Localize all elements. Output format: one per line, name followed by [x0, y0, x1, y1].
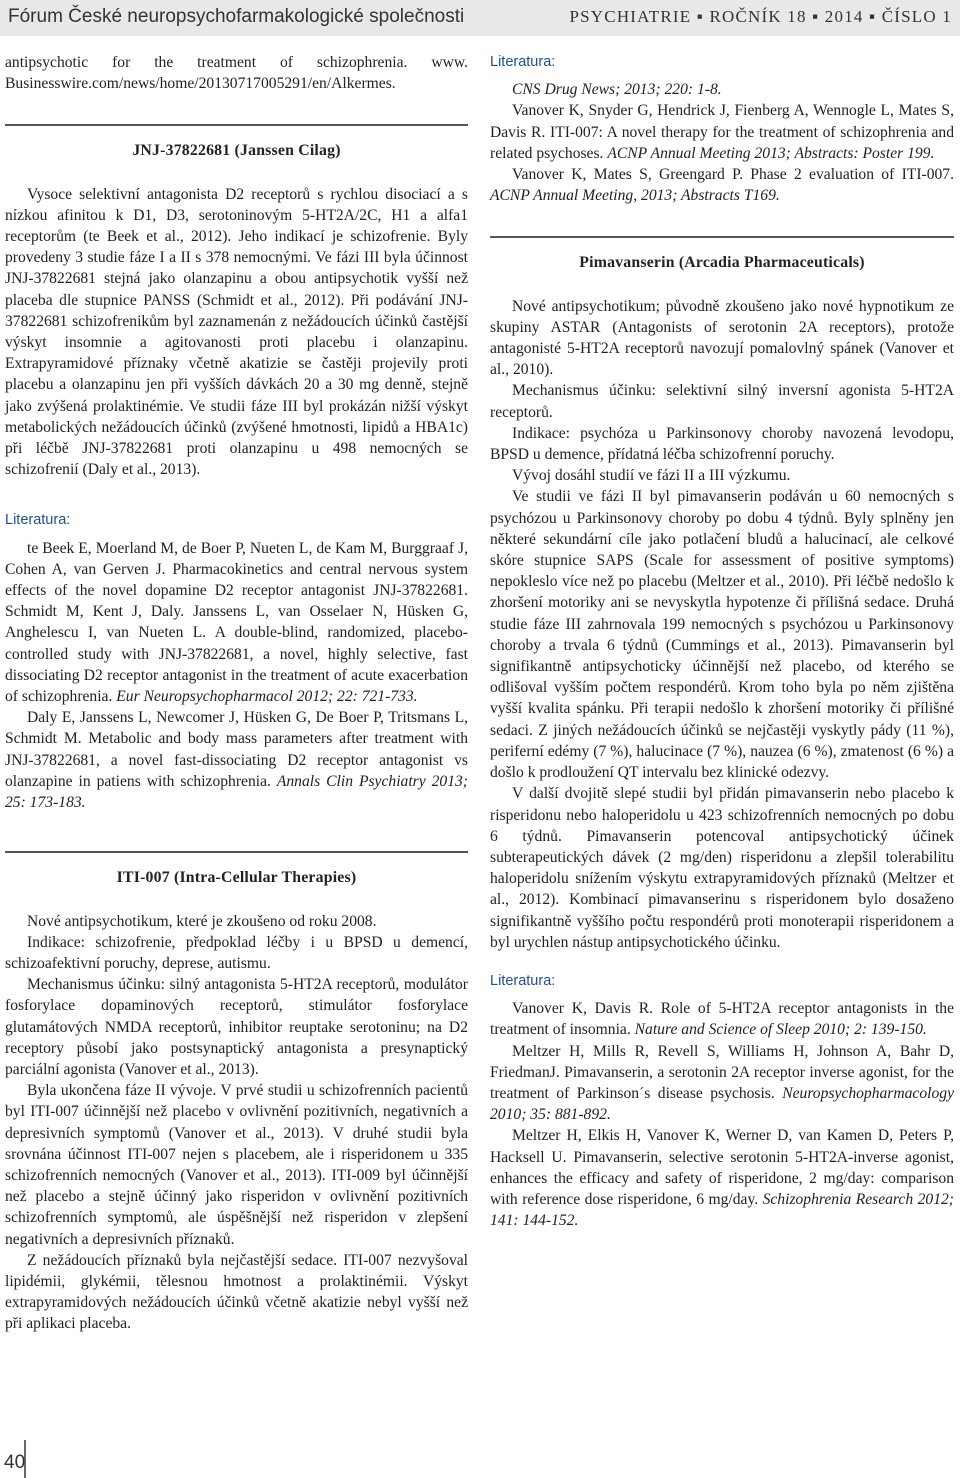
pima-paragraph: Mechanismus účinku: selektivní silný inversní agonista 5-HT2A receptorů. — [490, 382, 954, 421]
reference-item: te Beek E, Moerland M, de Boer P, Nueten L, de Kam M, Burggraaf J, Cohen A, van Gerven J. Pharmacokinetics and central nervous system effects of the novel dopamine D2 receptor antagonist JNJ-37822681. Schmidt M, Kent J, Daly. Janssens L, van Osselaer N, Hüsken G, Anghelescu I, van Nueten L. A double-blind, randomized, placebo-controlled study with JNJ-37822681, a novel, highly selective, fast dissociating D2 receptor antagonist in the treatment of acute exacerbation of schizophrenia. Eur Neuropsychopharmacol 2012; 22: 721-733. — [5, 539, 468, 706]
reference-item: Vanover K, Mates S, Greengard P. Phase 2 evaluation of ITI-007. ACNP Annual Meeting, 2013; Abstracts T169. — [490, 166, 954, 205]
jnj-references — [5, 538, 468, 814]
page-number: 40 — [4, 1452, 26, 1473]
reference-item: Daly E, Janssens L, Newcomer J, Hüsken G, De Boer P, Tritsmans L, Schmidt M. Metabolic and body mass parameters after treatment with JNJ-37822681, a novel fast-dissociating D2 receptor antagonist vs olanzapine in patiens with schizophrenia. Annals Clin Psychiatry 2013; 25: 173-183. — [5, 709, 468, 812]
section-divider — [5, 124, 468, 126]
iti-paragraph: Z nežádoucích příznaků byla nejčastější sedace. ITI-007 nezvyšoval lipidémii, glykémii, tělesnou hmotnost a prolaktinémii. Výskyt extrapyramidových nežádoucích účinků včetně akatizie nebyl vyšší než při aplikaci placeba. — [5, 1251, 468, 1333]
iti-paragraph: Byla ukončena fáze II vývoje. V prvé studii u schizofrenních pacientů byl ITI-007 účinnější než placebo v ovlivnění pozitivních, negativních a depresivních symptomů (Vanover et al., 2013). V druhé studii byla srovnána účinnost ITI-007 nejen s placebem, ale i risperidonem u 335 schizofrenních nemocných (Vanover et al., 2013). ITI-009 byl účinnější než placebo a stejně účinný jako risperidon v ovlivnění pozitivních schizofrenních symptomů, ale úspěšnější než risperidon v zlepšení negativních a depresivních příznaků. — [5, 1082, 468, 1248]
iti-references — [490, 79, 954, 206]
section-title-jnj: JNJ-37822681 (Janssen Cilag) — [132, 142, 341, 160]
intro-paragraph: antipsychotic for the treatment of schizophrenia. www. Businesswire.com/news/home/20130717005291/en/Alkermes. — [5, 54, 468, 93]
iti-paragraph: Mechanismus účinku: silný antagonista 5-HT2A receptorů, modulátor fosforylace dopaminových receptorů, stimulátor fosforylace glutamátových NMDA receptorů, inhibitor reuptake serotoninu; na D2 receptory působí jako postsynaptický antagonista a presynaptický parciální agonista (Vanover et al., 2013). — [5, 976, 468, 1078]
pima-paragraph: Indikace: psychóza u Parkinsonovy choroby navozená levodopu, BPSD u demence, přídatná léčba schizofrenní poruchy. — [490, 424, 954, 464]
pima-paragraph: Vývoj dosáhl studií ve fázi II a III výzkumu. — [512, 467, 791, 485]
section-divider — [490, 236, 954, 238]
right-column — [490, 52, 954, 1231]
pima-paragraph: Ve studii ve fázi II byl pimavanserin podáván u 60 nemocných s psychózou u Parkinsonovy choroby po dobu 4 týdnů. Byly splněny jen některé sekundární cíle jako potlačení bludů a halucinací, ale celkové skóre stupnice SAPS (Scale for assessment of positive symptoms) nepokleslo více než po placebu (Meltzer et al., 2010). Při léčbě nedošlo k zhoršení motoriky ani se nevyskytla hypotenze či přílišná sedace. Druhá studie fáze III zahrnovala 199 nemocných s psychózou u Parkinsonovy choroby a trvala 6 týdnů (Cummings et al., 2013). Pimavanserin byl signifikantně antipsychoticky účinnější než placebo, od kterého se odlišoval vyšším počtem respondérů. Krom toho byla po něm zjištěna vyšší kvalita spánku. Při terapii nedošlo k zhoršení motoriky či přílišné sedaci. Z jiných nežádoucích účinků se nejčastěji vyskytly pády (11 %), periferní edémy (7 %), halucinace (7 %), nauzea (6 %), zmatenost (6 %) a došlo k prodloužení QT intervalu bez klinické odezvy. — [490, 488, 954, 782]
section-divider — [5, 851, 468, 853]
reference-item: CNS Drug News; 2013; 220: 1-8. — [512, 81, 722, 99]
page-header — [0, 0, 960, 36]
section-title-iti: ITI-007 (Intra-Cellular Therapies) — [116, 869, 357, 887]
iti-paragraph: Nové antipsychotikum, které je zkoušeno od roku 2008. — [27, 912, 377, 930]
reference-item: Meltzer H, Mills R, Revell S, Williams H, Johnson A, Bahr D, FriedmanJ. Pimavanserin, a serotonin 2A receptor inverse agonist, for the treatment of Parkinson´s disease psychosis. Neuropsychopharmacology 2010; 35: 881-892. — [490, 1042, 954, 1124]
reference-item: Vanover K, Davis R. Role of 5-HT2A receptor antagonists in the treatment of insomnia. Nature and Science of Sleep 2010; 2: 139-150. — [490, 1000, 954, 1039]
literature-label: Literatura: — [490, 972, 556, 989]
issue-info: PSYCHIATRIE ▪ ROČNÍK 18 ▪ 2014 ▪ ČÍSLO 1 — [569, 7, 952, 26]
reference-item: Meltzer H, Elkis H, Vanover K, Werner D, van Kamen D, Peters P, Hacksell U. Pimavanserin, selective serotonin 5-HT2A-inverse agonist, enhances the efficacy and safety of risperidone, 2 mg/day: comparison with reference dose risperidone, 6 mg/day. Schizophrenia Research 2012; 141: 144-152. — [490, 1127, 954, 1230]
jnj-paragraph: Vysoce selektivní antagonista D2 receptorů s rychlou disociací a s nízkou afinitou k D1, D3, serotoninovým 5-HT2A/2C, H1 a alfa1 receptorům (te Beek et al., 2012). Jeho indikací je schizofrenie. Byly provedeny 3 studie fáze I a II s 378 nemocnými. Ve fázi III byla účinnost JNJ-37822681 stejná jako olanzapinu a obou antipsychotik vyšší než placeba dle stupnice PANSS (Schmidt et al., 2012). Při podávání JNJ-37822681 schizofrenikům byl zaznamenán z nežádoucích účinků častější výskyt insomnie a agitovanosti proti placebu i olanzapinu. Extrapyramidové příznaky včetně akatizie se častěji projevily proti placebu a olanzapinu jen při vyšších dávkách 20 a 30 mg denně, stejně jako zvýšená prolaktinémie. Ve studii fáze III byl prokázán nižší výskyt metabolických nežádoucích účinků (zvýšené hmotnosti, lipidů a HBA1c) při léčbě JNJ-37822681 proti olanzapinu u 498 nemocných se schizofrenií (Daly et al., 2013). — [5, 185, 468, 479]
literature-label: Literatura: — [490, 54, 556, 70]
section-title-pimavanserin: Pimavanserin (Arcadia Pharmaceuticals) — [579, 254, 865, 272]
journal-name: Fórum České neuropsychofarmakologické společnosti — [8, 6, 465, 27]
pima-references — [490, 998, 954, 1231]
reference-item: Vanover K, Snyder G, Hendrick J, Fienberg A, Wennogle L, Mates S, Davis R. ITI-007: A novel therapy for the treatment of schizophrenia and related psychoses. ACNP Annual Meeting 2013; Abstracts: Poster 199. — [490, 102, 954, 162]
pima-paragraph: Nové antipsychotikum; původně zkoušeno jako nové hypnotikum ze skupiny ASTAR (Antagonists of serotonin 2A receptors), protože antagonisté 5-HT2A receptorů navozují pomalovlný spánek (Vanover et al., 2010). — [490, 297, 954, 379]
literature-label: Literatura: — [5, 512, 71, 529]
pima-paragraph: V další dvojitě slepé studii byl přidán pimavanserin nebo placebo k risperidonu nebo haloperidolu u 423 schizofrenních nemocných po dobu 6 týdnů. Pimavanserin potencoval antipsychotický účinek subterapeutických dávek (2 mg/den) risperidonu a zlepšil tolerabilitu haloperidolu snížením výskytu extrapyramidových příznaků (Meltzer et al., 2012). Kombinací pimavanserinu s risperidonem bylo dosaženo signifikantně vyššího počtu respondérů proti monoterapii risperidonem a byl urychlen nástup antipsychotického účinku. — [490, 785, 954, 951]
iti-paragraph: Indikace: schizofrenie, předpoklad léčby i u BPSD u demencí, schizoafektivní poruchy, deprese, autismu. — [5, 933, 468, 972]
left-column — [5, 52, 468, 1335]
